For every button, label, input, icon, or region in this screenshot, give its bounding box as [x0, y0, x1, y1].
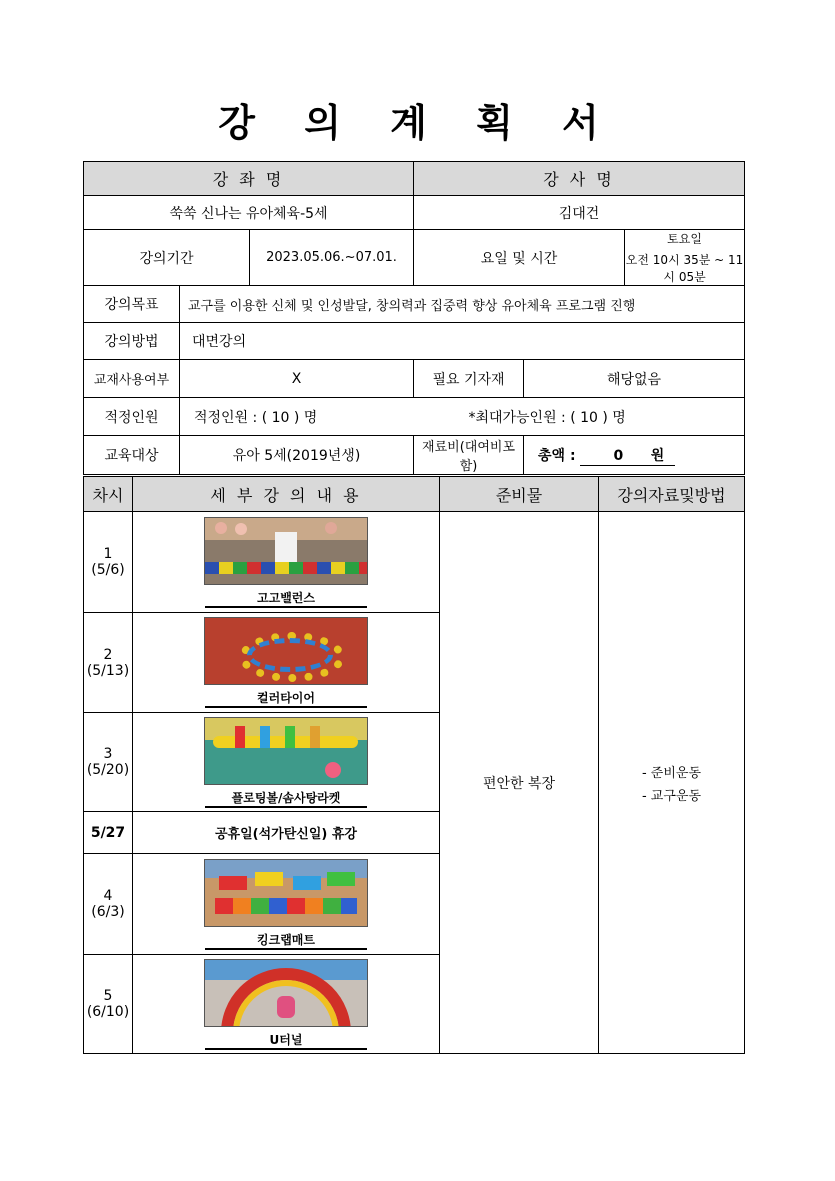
session-date: (6/10): [86, 1004, 130, 1020]
session-date: (5/20): [86, 762, 130, 778]
king-crab-mat-photo: [204, 859, 368, 927]
color-tire-photo: [204, 617, 368, 685]
goal-value: 교구를 이용한 신체 및 인성발달, 창의력과 집중력 향상 유아체육 프로그램 진행: [180, 286, 745, 323]
day-time-value: [625, 230, 745, 286]
capacity-label: 적정인원: [84, 398, 180, 436]
course-name: 쑥쑥 신나는 유아체육-5세: [84, 196, 414, 230]
caption-underline: [205, 931, 367, 950]
session-number: 5: [103, 988, 113, 1004]
session-date: (5/13): [86, 662, 130, 679]
content-cell: [133, 713, 440, 812]
instructor-header: 강 사 명: [414, 162, 745, 196]
session-caption: U터널: [269, 1032, 303, 1047]
session-date: (5/6): [91, 562, 125, 578]
caption-underline: [205, 789, 367, 808]
textbook-label: 교재사용여부: [84, 360, 180, 398]
materials-item: - 준비운동: [641, 765, 702, 781]
content-cell: [133, 512, 440, 613]
content-cell: [133, 613, 440, 713]
holiday-date: 5/27: [84, 812, 133, 854]
total-amount-line: [580, 445, 675, 466]
day-value: 토요일: [667, 232, 702, 246]
session-number: 1: [103, 546, 113, 562]
u-tunnel-photo: [204, 959, 368, 1027]
content-cell: [133, 955, 440, 1054]
target-label: 교육대상: [84, 436, 180, 475]
preparation-cell: 편안한 복장: [440, 512, 599, 1054]
session-cell: [84, 512, 133, 613]
session-header: 차시: [84, 477, 133, 512]
session-cell: [84, 613, 133, 713]
floating-ball-photo: [204, 717, 368, 785]
schedule-table: [83, 476, 745, 1054]
target-value: 유아 5세(2019년생): [180, 436, 414, 475]
balance-photo: [204, 517, 368, 585]
time-value: 오전 10시 35분 ~ 11시 05분: [625, 253, 744, 284]
course-name-header: 강 좌 명: [84, 162, 414, 196]
equipment-value: 해당없음: [524, 360, 745, 398]
holiday-text: 공휴일(석가탄신일) 휴강: [133, 812, 440, 854]
session-caption: 킹크랩매트: [257, 932, 315, 947]
page-title: 강 의 계 획 서: [218, 101, 617, 145]
caption-underline: [205, 689, 367, 708]
session-number: 2: [103, 646, 113, 663]
goal-label: 강의목표: [84, 286, 180, 323]
materials-cell: [599, 512, 745, 1054]
max-capacity-value: *최대가능인원 : ( 10 ) 명: [468, 409, 626, 426]
session-cell: [84, 713, 133, 812]
materials-item: - 교구운동: [641, 788, 702, 804]
method-value: 대면강의: [180, 323, 745, 360]
preparation-header: 준비물: [440, 477, 599, 512]
session-number: 4: [103, 888, 113, 904]
period-value: 2023.05.06.~07.01.: [250, 230, 414, 286]
period-label: 강의기간: [84, 230, 250, 286]
total-unit: 원: [650, 447, 665, 464]
equipment-label: 필요 기자재: [414, 360, 524, 398]
total-cell: [524, 436, 745, 475]
method-label: 강의방법: [84, 323, 180, 360]
instructor-name: 김대건: [414, 196, 745, 230]
content-cell: [133, 854, 440, 955]
table-row: [84, 512, 745, 613]
total-label: 총액 :: [538, 447, 576, 464]
day-time-label: 요일 및 시간: [414, 230, 625, 286]
session-date: (6/3): [91, 904, 125, 920]
session-number: 3: [103, 746, 113, 762]
caption-underline: [205, 589, 367, 608]
session-caption: 플로팅볼/솜사탕라켓: [231, 790, 341, 805]
session-cell: [84, 854, 133, 955]
content-header: 세 부 강 의 내 용: [133, 477, 440, 512]
fee-label: 재료비(대여비포함): [414, 436, 524, 475]
textbook-value: X: [180, 360, 414, 398]
session-cell: [84, 955, 133, 1054]
session-caption: 컬러타이어: [257, 691, 315, 705]
capacity-value: 적정인원 : ( 10 ) 명: [194, 409, 318, 426]
session-caption: 고고밸런스: [257, 590, 315, 605]
caption-underline: [205, 1031, 367, 1050]
materials-header: 강의자료및방법: [599, 477, 745, 512]
capacity-row: [180, 398, 745, 436]
total-amount: 0: [613, 447, 624, 464]
course-info-table: [83, 161, 745, 475]
